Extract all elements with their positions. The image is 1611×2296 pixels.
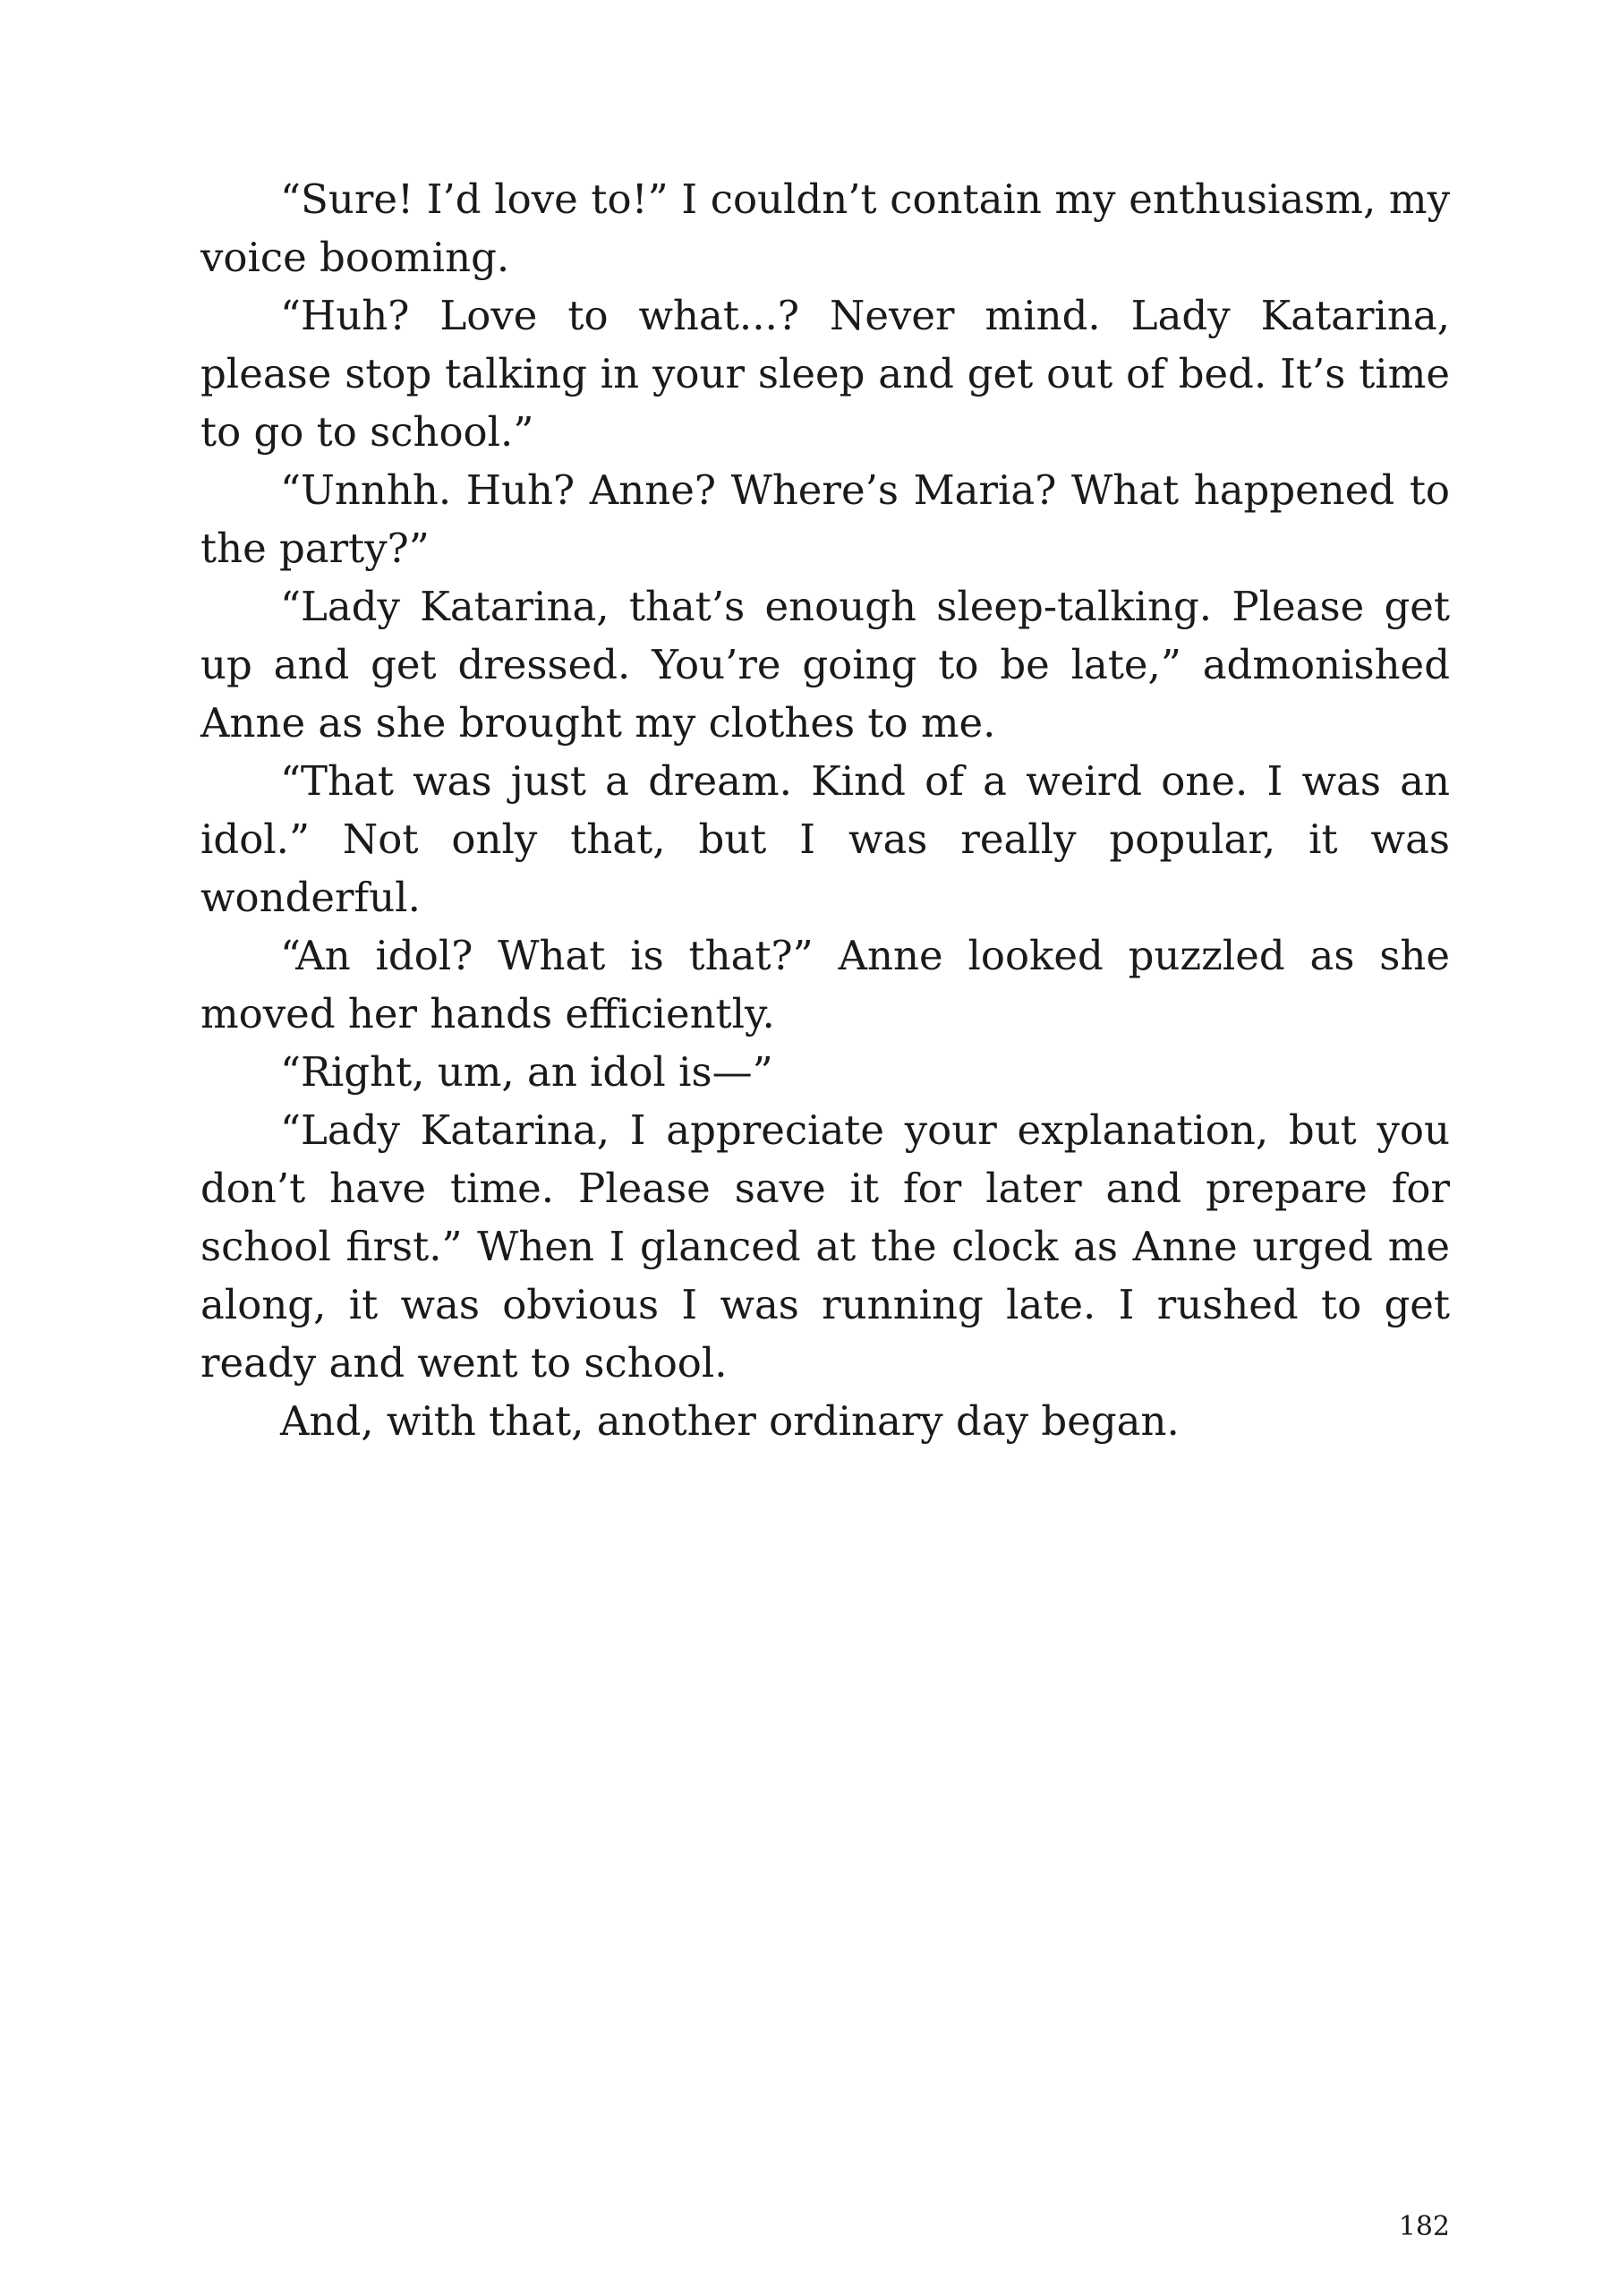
paragraph: “Lady Katarina, I appreciate your explanation, but you don’t have time. Please save it for later and prepare for school first.” When I glanced at the clock as Anne urged me along, it was obvious I was running late. I rushed to get ready and went to school. bbox=[200, 1106, 1450, 1387]
paragraph: “That was just a dream. Kind of a weird one. I was an idol.” Not only that, but I was really popular, it was wonderful. bbox=[200, 757, 1450, 921]
body-text bbox=[200, 170, 1450, 1450]
paragraph: “Sure! I’d love to!” I couldn’t contain my enthusiasm, my voice booming. bbox=[200, 175, 1450, 281]
paragraph: “Huh? Love to what...? Never mind. Lady Katarina, please stop talking in your sleep and get out of bed. It’s time to go to school.” bbox=[200, 292, 1450, 456]
paragraph: “Lady Katarina, that’s enough sleep-talking. Please get up and get dressed. You’re going to be late,” admonished Anne as she brought my clothes to me. bbox=[200, 583, 1450, 747]
paragraph: “An idol? What is that?” Anne looked puzzled as she moved her hands efficiently. bbox=[200, 932, 1450, 1037]
page-number: 182 bbox=[1398, 2211, 1450, 2242]
paragraph: “Right, um, an idol is—” bbox=[280, 1048, 773, 1096]
paragraph: And, with that, another ordinary day began. bbox=[280, 1397, 1180, 1445]
paragraph: “Unnhh. Huh? Anne? Where’s Maria? What happened to the party?” bbox=[200, 466, 1450, 572]
